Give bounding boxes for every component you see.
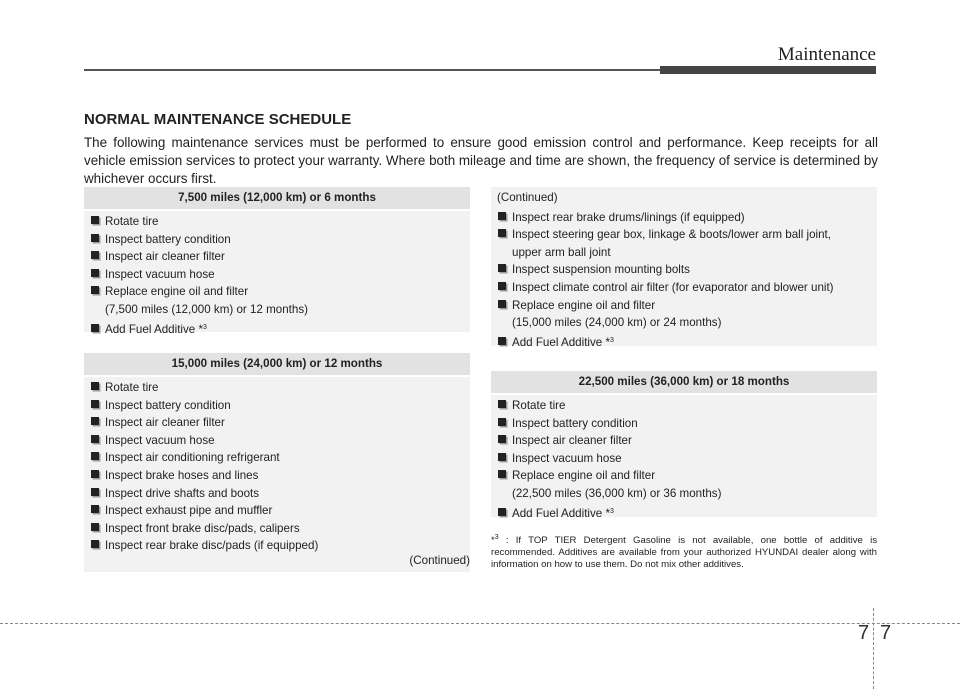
schedule-15000-box	[84, 353, 470, 572]
checkbox-icon	[91, 400, 99, 408]
item-note: upper arm ball joint	[512, 245, 611, 259]
checkbox-icon	[498, 400, 506, 408]
section-title: NORMAL MAINTENANCE SCHEDULE	[84, 111, 352, 128]
list-item: Rotate tire	[90, 213, 470, 231]
footer-rule	[0, 623, 960, 624]
checkbox-icon	[91, 324, 99, 332]
list-item: Inspect drive shafts and boots	[90, 485, 470, 503]
list-item: Inspect air cleaner filter	[497, 432, 877, 450]
checkbox-icon	[91, 488, 99, 496]
continued-label: (Continued)	[497, 191, 558, 204]
list-item: Inspect exhaust pipe and muffler	[90, 502, 470, 520]
header-bar	[660, 66, 876, 74]
item-note: (22,500 miles (36,000 km) or 36 months)	[512, 486, 722, 500]
list-item: Inspect front brake disc/pads, calipers	[90, 520, 470, 538]
footer-divider	[873, 608, 874, 689]
checkbox-icon	[498, 264, 506, 272]
list-item: Inspect air conditioning refrigerant	[90, 449, 470, 467]
list-item: Inspect vacuum hose	[497, 450, 877, 468]
checkbox-icon	[498, 418, 506, 426]
list-item: Replace engine oil and filter	[497, 467, 877, 485]
schedule-22500-box	[491, 371, 877, 520]
list-item: Inspect rear brake drums/linings (if equipped)	[497, 209, 877, 227]
checkbox-icon	[91, 435, 99, 443]
list-item: Rotate tire	[497, 397, 877, 415]
list-item: Inspect climate control air filter (for evaporator and blower unit)	[497, 279, 877, 297]
checkbox-icon	[498, 282, 506, 290]
list-item: Inspect rear brake disc/pads (if equipped)	[90, 537, 470, 555]
checkbox-icon	[498, 337, 506, 345]
checkbox-icon	[498, 508, 506, 516]
list-item: Add Fuel Additive *$^3$	[497, 503, 877, 523]
checkbox-icon	[498, 212, 506, 220]
checkbox-icon	[91, 251, 99, 259]
schedule-15000-continued-box	[491, 187, 877, 349]
checkbox-icon	[91, 269, 99, 277]
checkbox-icon	[498, 300, 506, 308]
checkbox-icon	[91, 286, 99, 294]
list-item: Replace engine oil and filter	[90, 283, 470, 301]
schedule-7500-title: 7,500 miles (12,000 km) or 6 months	[84, 187, 470, 211]
list-item: Inspect battery condition	[90, 397, 470, 415]
list-item: Add Fuel Additive *$^3$	[497, 332, 877, 352]
checkbox-icon	[91, 382, 99, 390]
chapter-number: 7	[858, 622, 870, 644]
list-item: Inspect battery condition	[497, 415, 877, 433]
schedule-22500-title: 22,500 miles (36,000 km) or 18 months	[491, 371, 877, 395]
list-item: Add Fuel Additive *$^3$	[90, 319, 470, 339]
list-item: Inspect air cleaner filter	[90, 248, 470, 266]
list-item: Inspect suspension mounting bolts	[497, 261, 877, 279]
list-item: Inspect steering gear box, linkage & boots/lower arm ball joint,	[497, 226, 877, 244]
checkbox-icon	[91, 417, 99, 425]
schedule-15000-title: 15,000 miles (24,000 km) or 12 months	[84, 353, 470, 377]
continued-label: (Continued)	[409, 554, 470, 567]
checkbox-icon	[498, 229, 506, 237]
checkbox-icon	[91, 540, 99, 548]
page-number: 7	[880, 622, 892, 644]
schedule-7500-box	[84, 187, 470, 336]
checkbox-icon	[91, 470, 99, 478]
checkbox-icon	[91, 505, 99, 513]
item-note: (7,500 miles (12,000 km) or 12 months)	[105, 302, 308, 316]
list-item: Rotate tire	[90, 379, 470, 397]
list-item: Inspect vacuum hose	[90, 432, 470, 450]
list-item: Replace engine oil and filter	[497, 297, 877, 315]
list-item: Inspect vacuum hose	[90, 266, 470, 284]
list-item: Inspect air cleaner filter	[90, 414, 470, 432]
intro-paragraph: The following maintenance services must be performed to ensure good emission control and performance. Keep receipts for all vehicle emission services to protect your warranty. Where both mileage and time are shown, the frequency of service is determined by whichever occurs first.	[84, 135, 878, 186]
list-item: Inspect battery condition	[90, 231, 470, 249]
checkbox-icon	[91, 234, 99, 242]
checkbox-icon	[91, 216, 99, 224]
checkbox-icon	[498, 435, 506, 443]
footnote: *$^3$ : If TOP TIER Detergent Gasoline is not available, one bottle of additive is recommended. Additives are available from your authorized HYUNDAI dealer along with information on how to use them. Do not mix other additives.	[491, 534, 877, 570]
checkbox-icon	[91, 452, 99, 460]
chapter-title: Maintenance	[777, 44, 876, 65]
checkbox-icon	[498, 470, 506, 478]
list-item: Inspect brake hoses and lines	[90, 467, 470, 485]
checkbox-icon	[91, 523, 99, 531]
header-rule	[84, 69, 660, 71]
item-note: (15,000 miles (24,000 km) or 24 months)	[512, 316, 722, 330]
checkbox-icon	[498, 453, 506, 461]
